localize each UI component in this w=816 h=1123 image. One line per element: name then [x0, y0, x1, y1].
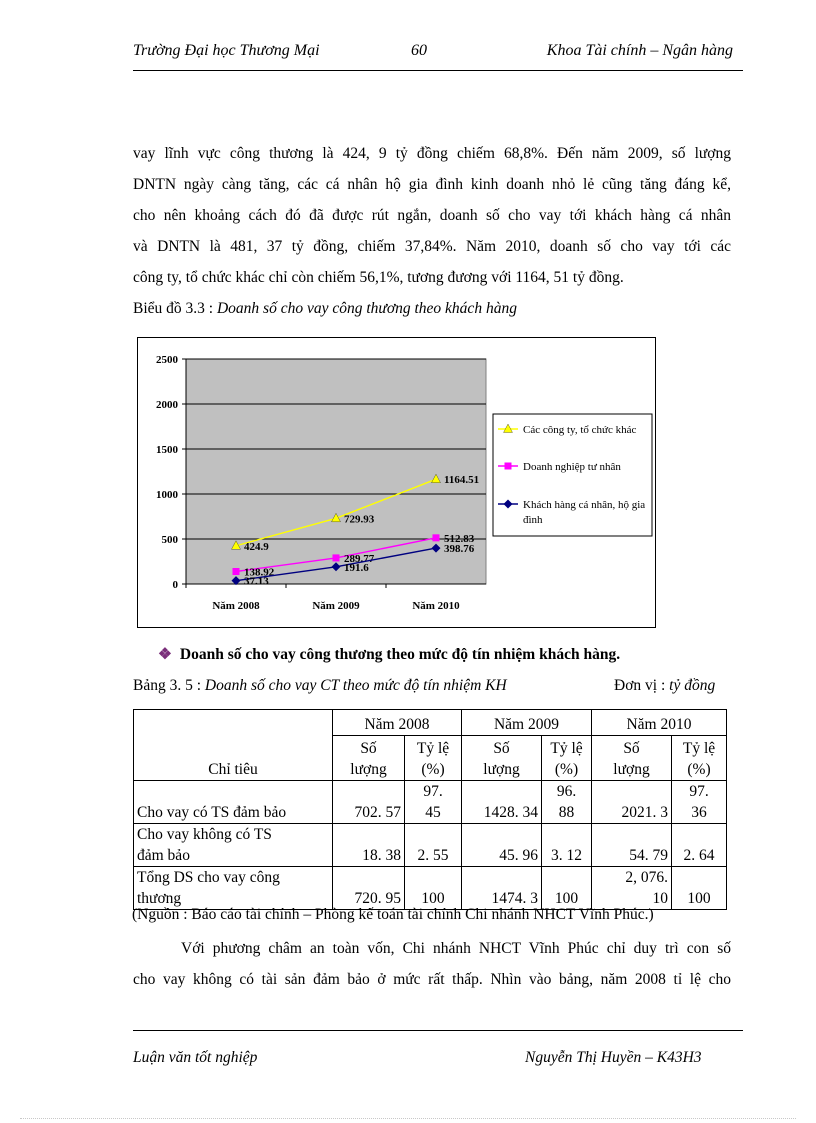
footer-thesis: Luận văn tốt nghiệp — [133, 1049, 258, 1066]
table-cell: 720. 95 — [333, 867, 405, 910]
year-header: Năm 2009 — [462, 710, 592, 736]
subheader-percent: Tỷ lệ (%) — [405, 736, 462, 781]
x-tick-label: Năm 2009 — [312, 600, 360, 612]
table-cell: 100 — [542, 867, 592, 910]
table-caption-title: Doanh số cho vay CT theo mức độ tín nhiệm KH — [204, 677, 507, 694]
section-heading — [158, 645, 620, 664]
table-row — [134, 867, 727, 910]
data-label: 1164.51 — [444, 474, 480, 487]
table-cell: 2021. 3 — [592, 781, 672, 824]
chart-caption-title: Doanh số cho vay công thương theo khách hàng — [216, 300, 517, 317]
legend-label: Các công ty, tổ chức khác — [523, 424, 637, 436]
row-label: Tổng DS cho vay công thương — [134, 867, 333, 910]
table-row — [134, 781, 727, 824]
table-unit-label: Đơn vị : — [614, 677, 670, 694]
year-header: Năm 2010 — [592, 710, 727, 736]
table-row — [134, 824, 727, 867]
table-cell: 97. 45 — [405, 781, 462, 824]
page-header — [133, 42, 733, 66]
text-line: DNTN ngày càng tăng, các cá nhân hộ gia đình kinh doanh nhỏ lẻ cũng tăng đáng kể, — [133, 176, 731, 193]
table-cell: 1474. 3 — [462, 867, 542, 910]
table-header-row — [134, 710, 727, 736]
bullet-diamond-icon: ❖ — [158, 646, 172, 663]
table-unit — [614, 677, 715, 695]
footer-author: Nguyễn Thị Huyền – K43H3 — [525, 1049, 702, 1066]
y-tick-label: 1500 — [156, 444, 178, 456]
outro-paragraph — [133, 933, 731, 995]
data-label: 289.77 — [344, 552, 375, 565]
text-line: Với phương châm an toàn vốn, Chi nhánh NHCT Vĩnh Phúc chỉ duy trì con số — [181, 940, 731, 957]
page-number: 60 — [411, 42, 427, 59]
table-cell: 100 — [672, 867, 727, 910]
chart-caption — [133, 300, 517, 318]
subheader-percent: Tỷ lệ (%) — [542, 736, 592, 781]
y-tick-label: 0 — [172, 579, 178, 591]
text-line: công ty, tổ chức khác chỉ còn chiếm 56,1%, tương đương với 1164, 51 tỷ đồng. — [133, 269, 624, 286]
plot-area — [186, 359, 486, 584]
table-caption-prefix: Bảng 3. 5 : — [133, 677, 205, 694]
y-tick-label: 2500 — [156, 354, 178, 366]
y-tick-label: 2000 — [156, 399, 178, 411]
table-cell: 54. 79 — [592, 824, 672, 867]
table-cell: 2. 64 — [672, 824, 727, 867]
series-point — [505, 463, 512, 470]
subheader-percent: Tỷ lệ (%) — [672, 736, 727, 781]
row-label: Cho vay có TS đảm bảo — [134, 781, 333, 824]
table-caption — [133, 677, 507, 695]
table-cell: 18. 38 — [333, 824, 405, 867]
subheader-quantity: Số lượng — [592, 736, 672, 781]
footer-rule — [133, 1030, 743, 1031]
table-cell: 96. 88 — [542, 781, 592, 824]
row-label: Cho vay không có TS đảm bảo — [134, 824, 333, 867]
legend-label: Doanh nghiệp tư nhân — [523, 461, 621, 473]
subheader-quantity: Số lượng — [333, 736, 405, 781]
chart-caption-prefix: Biểu đồ 3.3 : — [133, 300, 217, 317]
series-point — [233, 568, 240, 575]
data-label: 138.92 — [244, 566, 275, 579]
y-tick-label: 1000 — [156, 489, 178, 501]
series-point — [433, 534, 440, 541]
credit-table — [133, 709, 727, 910]
table-cell: 45. 96 — [462, 824, 542, 867]
data-label: 398.76 — [444, 543, 475, 556]
table-cell: 2, 076. 10 — [592, 867, 672, 910]
text-line: cho nên khoảng cách đó đã được rút ngắn, doanh số cho vay tới khách hàng cá nhân — [133, 207, 731, 224]
x-tick-label: Năm 2010 — [412, 600, 460, 612]
table-cell: 3. 12 — [542, 824, 592, 867]
table-cell: 100 — [405, 867, 462, 910]
series-point — [333, 554, 340, 561]
text-line: cho vay không có tài sản đảm bảo ở mức rất thấp. Nhìn vào bảng, năm 2008 tỉ lệ cho — [133, 971, 731, 988]
table-source: (Nguồn : Báo cáo tài chính – Phòng kế toán tài chính Chi nhánh NHCT Vĩnh Phúc.) — [132, 906, 654, 923]
data-label: 512.83 — [444, 532, 475, 545]
legend-label: Khách hàng cá nhân, hộ gia — [523, 499, 646, 511]
subheader-quantity: Số lượng — [462, 736, 542, 781]
section-heading-text: Doanh số cho vay công thương theo mức độ tín nhiệm khách hàng. — [179, 646, 621, 663]
y-tick-label: 500 — [161, 534, 178, 546]
x-tick-label: Năm 2008 — [212, 600, 260, 612]
year-header: Năm 2008 — [333, 710, 462, 736]
chart-svg — [138, 338, 655, 627]
table-body — [134, 781, 727, 910]
data-label: 37.13 — [244, 575, 269, 588]
data-label: 191.6 — [344, 561, 369, 574]
legend-label: đình — [523, 514, 543, 526]
table-cell: 1428. 34 — [462, 781, 542, 824]
row-header-cell: Chỉ tiêu — [134, 710, 333, 781]
header-school: Trường Đại học Thương Mại — [133, 42, 320, 59]
table-unit-value: tỷ đồng — [669, 677, 716, 694]
data-label: 729.93 — [344, 513, 375, 526]
line-chart — [137, 337, 656, 628]
table-cell: 702. 57 — [333, 781, 405, 824]
intro-paragraph — [133, 138, 731, 293]
header-faculty: Khoa Tài chính – Ngân hàng — [546, 42, 733, 59]
text-line: và DNTN là 481, 37 tỷ đồng, chiếm 37,84%. Năm 2010, doanh số cho vay tới các — [133, 238, 731, 255]
table-cell: 2. 55 — [405, 824, 462, 867]
table-cell: 97. 36 — [672, 781, 727, 824]
header-rule — [133, 70, 743, 71]
text-line: vay lĩnh vực công thương là 424, 9 tỷ đồng chiếm 68,8%. Đến năm 2009, số lượng — [133, 145, 731, 162]
data-label: 424.9 — [244, 540, 269, 553]
page-edge — [20, 1118, 796, 1119]
